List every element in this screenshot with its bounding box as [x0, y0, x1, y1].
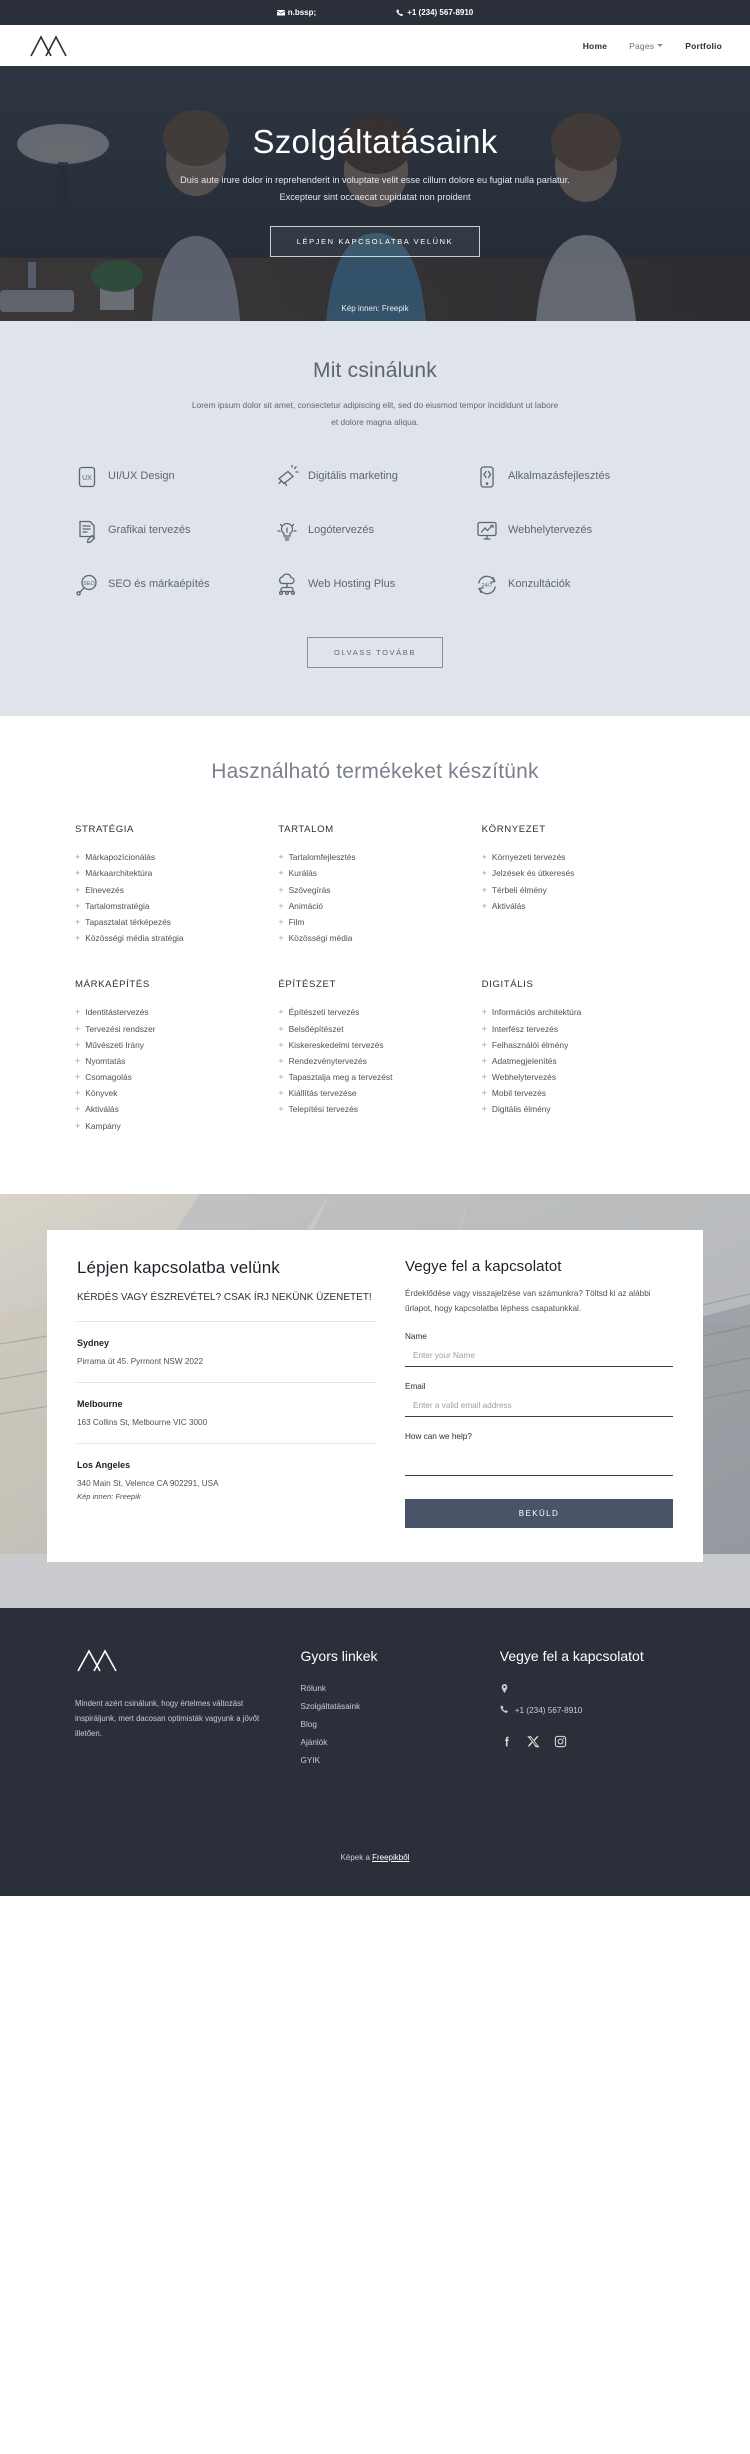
- svg-text:UX: UX: [82, 474, 92, 482]
- footer-grid: [75, 1648, 675, 1770]
- plus-icon: +: [481, 900, 487, 911]
- product-list-item-label: Márkaarchitektúra: [85, 868, 153, 879]
- products-section: [0, 716, 750, 1195]
- service-item-label: Logótervezés: [308, 524, 375, 537]
- office-city: Sydney: [77, 1338, 110, 1349]
- product-list-item-label: Mobil tervezés: [491, 1088, 546, 1099]
- topbar-email[interactable]: [277, 8, 316, 17]
- service-item-logotervezes[interactable]: [275, 519, 475, 543]
- plus-icon: +: [75, 1039, 81, 1050]
- product-list-item-label: Kampány: [85, 1120, 121, 1131]
- product-column: [278, 824, 471, 947]
- product-list-item[interactable]: [482, 1086, 675, 1102]
- contact-form-panel: [405, 1258, 673, 1527]
- nav-item-portfolio-label: Portfolio: [685, 40, 722, 51]
- office-city: Melbourne: [77, 1399, 123, 1410]
- product-list-item-label: Szövegírás: [288, 884, 331, 895]
- message-textarea[interactable]: [405, 1445, 673, 1476]
- message-label: How can we help?: [405, 1431, 472, 1441]
- hero-cta-button[interactable]: LÉPJEN KAPCSOLATBA VELÜNK: [270, 226, 481, 257]
- plus-icon: +: [481, 1039, 487, 1050]
- product-column-heading: ÉPÍTÉSZET: [278, 978, 336, 990]
- plus-icon: +: [75, 1088, 81, 1099]
- phone-icon: [396, 9, 404, 17]
- product-list-item[interactable]: [278, 931, 471, 947]
- product-list-item[interactable]: [75, 850, 268, 866]
- product-list-item[interactable]: [278, 850, 471, 866]
- product-list-item-label: Tapasztalat térképezés: [85, 916, 171, 927]
- product-list-item[interactable]: [278, 1021, 471, 1037]
- product-column-heading: KÖRNYEZET: [481, 823, 546, 835]
- nav-item-pages[interactable]: [629, 41, 663, 51]
- contact-section: [0, 1194, 750, 1607]
- footer-link[interactable]: Rólunk: [300, 1683, 327, 1693]
- plus-icon: +: [75, 1055, 81, 1066]
- facebook-icon[interactable]: [500, 1735, 513, 1748]
- service-item-label: Alkalmazásfejlesztés: [508, 470, 611, 483]
- plus-icon: +: [278, 1104, 284, 1115]
- freepik-link[interactable]: Freepikből: [372, 1853, 410, 1863]
- plus-icon: +: [278, 933, 284, 944]
- service-item-konzultaciok[interactable]: [475, 573, 675, 597]
- product-list-item-label: Aktiválás: [85, 1104, 119, 1115]
- footer-phone-row[interactable]: [500, 1700, 675, 1721]
- footer-link[interactable]: Blog: [300, 1719, 317, 1729]
- plus-icon: +: [75, 1007, 81, 1018]
- products-title: Használható termékeket készítünk: [211, 759, 539, 783]
- product-list-item-label: Kurálás: [288, 868, 317, 879]
- lightbulb-icon: [275, 519, 299, 543]
- plus-icon: +: [278, 1088, 284, 1099]
- product-list-item[interactable]: [75, 914, 268, 930]
- product-list-item[interactable]: [75, 898, 268, 914]
- plus-icon: +: [278, 1072, 284, 1083]
- plus-icon: +: [278, 1023, 284, 1034]
- divider: [77, 1321, 377, 1322]
- contact-info-panel: [77, 1258, 377, 1527]
- product-list-item[interactable]: [278, 914, 471, 930]
- product-list-item[interactable]: [278, 866, 471, 882]
- plus-icon: +: [481, 1072, 487, 1083]
- plus-icon: +: [481, 1055, 487, 1066]
- product-list-item[interactable]: [75, 931, 268, 947]
- product-list-item-label: Környezeti tervezés: [491, 852, 566, 863]
- plus-icon: +: [75, 1104, 81, 1115]
- megaphone-icon: [275, 465, 299, 489]
- product-list-item[interactable]: [75, 1053, 268, 1069]
- email-field-group: [405, 1382, 673, 1417]
- product-list-item-label: Kiállítás tervezése: [288, 1088, 357, 1099]
- products-grid: [75, 824, 675, 1135]
- footer-contact-heading: Vegye fel a kapcsolatot: [499, 1647, 644, 1664]
- plus-icon: +: [278, 916, 284, 927]
- service-item-alkalmazasfejlesztes[interactable]: [475, 465, 675, 489]
- service-item-label: SEO és márkaépítés: [108, 578, 210, 591]
- product-list-item-label: Telepítési tervezés: [288, 1104, 358, 1115]
- main-nav: [583, 41, 722, 51]
- product-list-item-label: Felhasználói élmény: [491, 1039, 569, 1050]
- plus-icon: +: [278, 1039, 284, 1050]
- product-list-item-label: Rendezvénytervezés: [288, 1055, 367, 1066]
- product-list-item[interactable]: [278, 1037, 471, 1053]
- location-pin-icon: [500, 1684, 509, 1695]
- topbar-email-text: n.bssp;: [287, 8, 317, 17]
- product-list-item[interactable]: [75, 866, 268, 882]
- plus-icon: +: [278, 852, 284, 863]
- footer-links-list: [301, 1679, 476, 1769]
- submit-button[interactable]: BEKÜLD: [405, 1499, 673, 1528]
- contact-card: [47, 1230, 703, 1561]
- plus-icon: +: [481, 1023, 487, 1034]
- ux-badge-icon: [75, 465, 99, 489]
- plus-icon: +: [75, 884, 81, 895]
- product-list-item[interactable]: [482, 1021, 675, 1037]
- contact-kicker: KÉRDÉS VAGY ÉSZREVÉTEL? CSAK ÍRJ NEKÜNK ÜZENETET!: [77, 1292, 372, 1304]
- plus-icon: +: [75, 868, 81, 879]
- product-column: [278, 979, 471, 1135]
- product-list-item-label: Identitástervezés: [85, 1007, 149, 1018]
- service-item-ui-ux-design[interactable]: [75, 465, 275, 489]
- name-label: Name: [405, 1331, 427, 1341]
- product-list-item[interactable]: [482, 1102, 675, 1118]
- office-address: 340 Main St, Velence CA 902291, USA: [77, 1479, 219, 1489]
- product-list-item-label: Tervezési rendszer: [85, 1023, 156, 1034]
- services-subtitle: Lorem ipsum dolor sit amet, consectetur adipiscing elit, sed do eiusmod tempor incididunt ut labore et dolore magna aliqua.: [191, 400, 559, 427]
- mobile-code-icon: [475, 465, 499, 489]
- topbar-phone-text: +1 (234) 567-8910: [407, 8, 474, 17]
- office-los-angeles: [77, 1460, 377, 1488]
- divider: [77, 1382, 377, 1383]
- product-list-item-label: Nyomtatás: [85, 1055, 126, 1066]
- product-list-item-label: Animáció: [288, 900, 324, 911]
- service-item-web-hosting-plus[interactable]: [275, 573, 475, 597]
- product-list-item[interactable]: [482, 1053, 675, 1069]
- product-list-item[interactable]: [75, 1021, 268, 1037]
- product-list-item-label: Tapasztalja meg a tervezést: [288, 1072, 393, 1083]
- product-list-item[interactable]: [482, 1037, 675, 1053]
- hero-title: Szolgáltatásaink: [252, 123, 498, 160]
- product-list-item-label: Belsőépítészet: [288, 1023, 344, 1034]
- plus-icon: +: [75, 1072, 81, 1083]
- name-field-group: [405, 1332, 673, 1367]
- email-label: Email: [405, 1381, 426, 1391]
- footer-link[interactable]: Ajánlók: [300, 1737, 328, 1747]
- product-column-heading: STRATÉGIA: [75, 823, 135, 835]
- product-list-item-label: Aktiválás: [491, 900, 526, 911]
- nav-item-pages-label: Pages: [629, 40, 655, 51]
- footer-link[interactable]: GYIK: [300, 1755, 321, 1765]
- product-list-item-label: Elnevezés: [85, 884, 124, 895]
- product-list-item[interactable]: [278, 1086, 471, 1102]
- product-list-item[interactable]: [482, 1070, 675, 1086]
- product-list-item-label: Interfész tervezés: [491, 1023, 559, 1034]
- plus-icon: +: [75, 1023, 81, 1034]
- monitor-chart-icon: [475, 519, 499, 543]
- product-list-item-label: Tartalomfejlesztés: [288, 852, 356, 863]
- footer-address-row: [500, 1679, 675, 1700]
- product-list-item[interactable]: [278, 882, 471, 898]
- plus-icon: +: [75, 852, 81, 863]
- services-title: Mit csinálunk: [313, 359, 437, 382]
- office-address: 163 Collins St, Melbourne VIC 3000: [77, 1418, 208, 1428]
- product-list-item-label: Csomagolás: [85, 1072, 132, 1083]
- message-field-group: [405, 1432, 673, 1481]
- product-list-item-label: Építészeti tervezés: [288, 1007, 360, 1018]
- envelope-icon: [277, 9, 285, 17]
- contact-image-credit: Kép innen: Freepik: [77, 1492, 141, 1502]
- plus-icon: +: [75, 900, 81, 911]
- mountain-logo[interactable]: [28, 34, 74, 58]
- product-list-item[interactable]: [482, 1005, 675, 1021]
- plus-icon: +: [75, 933, 81, 944]
- product-column: [75, 979, 268, 1135]
- product-list-item[interactable]: [482, 850, 675, 866]
- product-list-item-label: Művészeti Irány: [85, 1039, 144, 1050]
- product-list-item[interactable]: [482, 882, 675, 898]
- document-pen-icon: [75, 519, 99, 543]
- product-list-item[interactable]: [75, 1118, 268, 1134]
- plus-icon: +: [481, 868, 487, 879]
- product-list-item[interactable]: [75, 1070, 268, 1086]
- product-list-item[interactable]: [278, 1005, 471, 1021]
- service-item-label: Web Hosting Plus: [308, 578, 396, 591]
- product-column-heading: DIGITÁLIS: [481, 978, 534, 990]
- service-item-seo-es-markaepites[interactable]: [75, 573, 275, 597]
- office-city: Los Angeles: [77, 1460, 131, 1471]
- service-item-label: Digitális marketing: [308, 470, 398, 483]
- plus-icon: +: [278, 900, 284, 911]
- product-list-item-label: Kiskereskedelmi tervezés: [288, 1039, 384, 1050]
- footer-links-column: [301, 1648, 476, 1770]
- product-list-item[interactable]: [278, 1102, 471, 1118]
- product-list-item[interactable]: [278, 1070, 471, 1086]
- product-list-item[interactable]: [278, 898, 471, 914]
- office-melbourne: [77, 1399, 377, 1427]
- service-item-digitalis-marketing[interactable]: [275, 465, 475, 489]
- office-sydney: [77, 1338, 377, 1366]
- product-list-item[interactable]: [75, 882, 268, 898]
- services-section: [0, 321, 750, 716]
- plus-icon: +: [481, 852, 487, 863]
- product-list-item-label: Jelzések és útkeresés: [491, 868, 575, 879]
- product-list-item-label: Márkapozícionálás: [85, 852, 156, 863]
- plus-icon: +: [278, 884, 284, 895]
- chevron-down-icon: [657, 44, 663, 47]
- nav-item-home[interactable]: [583, 41, 607, 51]
- top-contact-bar: [0, 0, 750, 25]
- mountain-logo[interactable]: [75, 1648, 277, 1674]
- plus-icon: +: [481, 1007, 487, 1018]
- site-header: [0, 25, 750, 66]
- nav-item-portfolio[interactable]: [685, 41, 722, 51]
- product-list-item[interactable]: [75, 1086, 268, 1102]
- service-item-grafikai-tervezes[interactable]: [75, 519, 275, 543]
- plus-icon: +: [278, 868, 284, 879]
- product-list-item-label: Könyvek: [85, 1088, 118, 1099]
- footer-social-links: [500, 1735, 675, 1748]
- footer-bottom-credit: [0, 1853, 750, 1896]
- product-list-item[interactable]: [75, 1102, 268, 1118]
- plus-icon: +: [278, 1055, 284, 1066]
- product-list-item-label: Film: [288, 916, 305, 927]
- phone-icon: [500, 1705, 509, 1716]
- footer-contact-column: [500, 1648, 675, 1770]
- seo-magnifier-icon: [75, 573, 99, 597]
- nav-item-home-label: Home: [582, 40, 608, 51]
- hero-content: [0, 66, 750, 257]
- product-list-item-label: Közösségi média stratégia: [85, 933, 184, 944]
- product-column-heading: TARTALOM: [278, 823, 334, 835]
- product-column-heading: MÁRKAÉPÍTÉS: [75, 978, 150, 990]
- product-list-item[interactable]: [482, 898, 675, 914]
- contact-form-intro: Érdeklődése vagy visszajelzése van számunkra? Töltsd ki az alábbi űrlapot, hogy kapcsolatba léphess csapatunkkal.: [405, 1289, 651, 1314]
- product-list-item[interactable]: [75, 1005, 268, 1021]
- service-item-label: Webhelytervezés: [508, 524, 593, 537]
- hero-image-credit: Kép innen: Freepik: [341, 304, 409, 313]
- name-input[interactable]: [405, 1345, 673, 1367]
- product-list-item-label: Tartalomstratégia: [85, 900, 150, 911]
- product-list-item-label: Digitális élmény: [491, 1104, 551, 1115]
- footer-link[interactable]: Szolgáltatásaink: [300, 1701, 361, 1711]
- plus-icon: +: [75, 916, 81, 927]
- footer-about-text: Mindent azért csinálunk, hogy értelmes változást inspiráljunk, mert dacosan optimisták vagyunk a jövőt illetően.: [75, 1698, 260, 1738]
- hero-subtitle: Duis aute irure dolor in reprehenderit in voluptate velit esse cillum dolore eu fugiat nulla pariatur. Excepteur sint occaecat cupidatat non proident: [180, 175, 570, 203]
- product-list-item[interactable]: [278, 1053, 471, 1069]
- plus-icon: +: [278, 1007, 284, 1018]
- services-cta-row: [0, 637, 750, 668]
- service-item-label: Konzultációk: [508, 578, 571, 591]
- plus-icon: +: [481, 1104, 487, 1115]
- product-list-item[interactable]: [75, 1037, 268, 1053]
- plus-icon: +: [481, 1088, 487, 1099]
- service-item-webhelytervezes[interactable]: [475, 519, 675, 543]
- product-column: [482, 979, 675, 1135]
- footer-credit-prefix: Képek a: [340, 1853, 373, 1863]
- service-item-label: Grafikai tervezés: [108, 524, 191, 537]
- plus-icon: +: [75, 1120, 81, 1131]
- product-list-item-label: Webhelytervezés: [491, 1072, 557, 1083]
- topbar-phone[interactable]: [396, 8, 473, 17]
- footer-brand-column: [75, 1648, 277, 1770]
- email-input[interactable]: [405, 1395, 673, 1417]
- footer-links-heading: Gyors linkek: [300, 1647, 378, 1664]
- product-list-item-label: Adatmegjelenítés: [491, 1055, 557, 1066]
- x-twitter-icon[interactable]: [527, 1735, 540, 1748]
- product-list-item-label: Információs architektúra: [491, 1007, 582, 1018]
- divider: [77, 1443, 377, 1444]
- svg-text:SEO: SEO: [83, 580, 95, 587]
- svg-text:24/7: 24/7: [481, 582, 493, 589]
- product-list-item-label: Térbeli élmény: [491, 884, 547, 895]
- site-footer: [0, 1608, 750, 1897]
- product-list-item[interactable]: [482, 866, 675, 882]
- 24-7-icon: [475, 573, 499, 597]
- contact-form-title: Vegye fel a kapcsolatot: [405, 1258, 562, 1276]
- office-address: Pirrama út 45. Pyrmont NSW 2022: [77, 1357, 204, 1367]
- product-column: [482, 824, 675, 947]
- footer-phone-text: +1 (234) 567-8910: [514, 1706, 583, 1716]
- services-read-more-button[interactable]: OLVASS TOVÁBB: [307, 637, 443, 668]
- product-list-item-label: Közösségi média: [288, 933, 353, 944]
- cloud-network-icon: [275, 573, 299, 597]
- contact-title: Lépjen kapcsolatba velünk: [77, 1258, 280, 1278]
- instagram-icon[interactable]: [554, 1735, 567, 1748]
- plus-icon: +: [481, 884, 487, 895]
- product-column: [75, 824, 268, 947]
- hero-section: [0, 66, 750, 321]
- service-item-label: UI/UX Design: [108, 470, 175, 483]
- services-grid: [75, 465, 675, 597]
